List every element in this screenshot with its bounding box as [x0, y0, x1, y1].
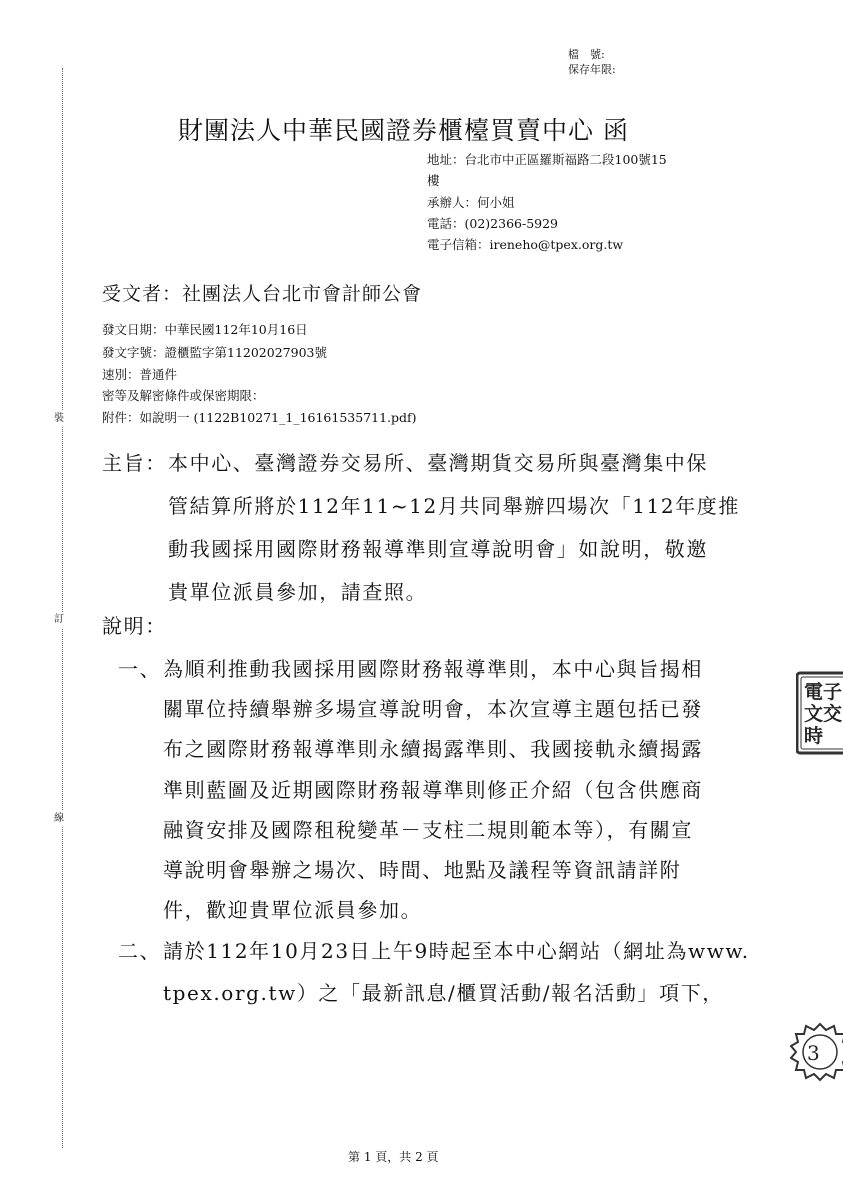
explanation-label: 說明： — [102, 614, 167, 638]
sender-address-line2: 樓 — [427, 173, 440, 188]
sender-phone: 電話：(02)2366-5929 — [427, 216, 559, 231]
subject-line: 本中心、臺灣證券交易所、臺灣期貨交易所與臺灣集中保 — [168, 451, 708, 475]
item-two-marker: 二、 — [118, 939, 162, 963]
seal-digit: 3 — [807, 1041, 820, 1065]
stamp-text-line: 電子 — [804, 681, 843, 703]
binding-line — [62, 68, 63, 1148]
sender-contact: 承辦人：何小姐 — [427, 195, 515, 210]
reference-number: 發文字號：證櫃監字第11202027903號 — [102, 345, 327, 360]
retention-period-label: 保存年限: — [568, 63, 616, 76]
stamp-text-line: 文交 — [804, 703, 843, 725]
delivery-speed: 速別：普通件 — [102, 367, 178, 382]
secrecy-level: 密等及解密條件或保密期限： — [102, 388, 265, 403]
subject-label: 主旨： — [102, 451, 167, 475]
item-one-line: 關單位持續舉辦多場宣導說明會，本次宣導主題包括已發 — [163, 697, 703, 721]
recipient: 受文者：社團法人台北市會計師公會 — [102, 283, 423, 305]
round-seal — [790, 1022, 843, 1082]
sender-address-line1: 地址：台北市中正區羅斯福路二段100號15 — [427, 152, 667, 167]
subject-line: 動我國採用國際財務報導準則宣導說明會」如說明，敬邀 — [168, 537, 708, 561]
subject-line: 貴單位派員參加，請查照。 — [168, 580, 428, 604]
item-two-line: 請於112年10月23日上午9時起至本中心網站（網址為www. — [163, 939, 750, 963]
item-one-line: 導說明會舉辦之場次、時間、地點及議程等資訊請詳附 — [163, 858, 682, 882]
binding-mark-ding: 訂 — [54, 612, 64, 628]
stamp-text-line: 時 — [804, 725, 824, 747]
binding-mark-xian: 線 — [54, 811, 64, 827]
item-two-line: tpex.org.tw）之「最新訊息/櫃買活動/報名活動」項下， — [163, 981, 724, 1005]
item-one-line: 為順利推動我國採用國際財務報導準則，本中心與旨揭相 — [163, 657, 703, 681]
binding-mark-zhuang: 裝 — [54, 411, 64, 427]
issue-date: 發文日期：中華民國112年10月16日 — [102, 322, 308, 337]
file-number-label: 檔 號: — [568, 48, 605, 61]
item-one-line: 融資安排及國際租稅變革－支柱二規則範本等），有關宣 — [163, 818, 693, 842]
item-one-marker: 一、 — [118, 657, 162, 681]
subject-line: 管結算所將於112年11~12月共同舉辦四場次「112年度推 — [168, 494, 741, 518]
sender-email: 電子信箱：ireneho@tpex.org.tw — [427, 237, 624, 252]
item-one-line: 布之國際財務報導準則永續揭露準則、我國接軌永續揭露 — [163, 737, 703, 761]
document-title: 財團法人中華民國證券櫃檯買賣中心 函 — [178, 116, 629, 145]
page-footer: 第 1 頁，共 2 頁 — [348, 1150, 439, 1164]
item-one-line: 準則藍圖及近期國際財務報導準則修正介紹（包含供應商 — [163, 778, 703, 802]
electronic-exchange-stamp — [796, 670, 843, 756]
item-one-line: 件，歡迎貴單位派員參加。 — [163, 898, 423, 922]
attachment: 附件：如說明一 (1122B10271_1_16161535711.pdf) — [102, 410, 417, 425]
